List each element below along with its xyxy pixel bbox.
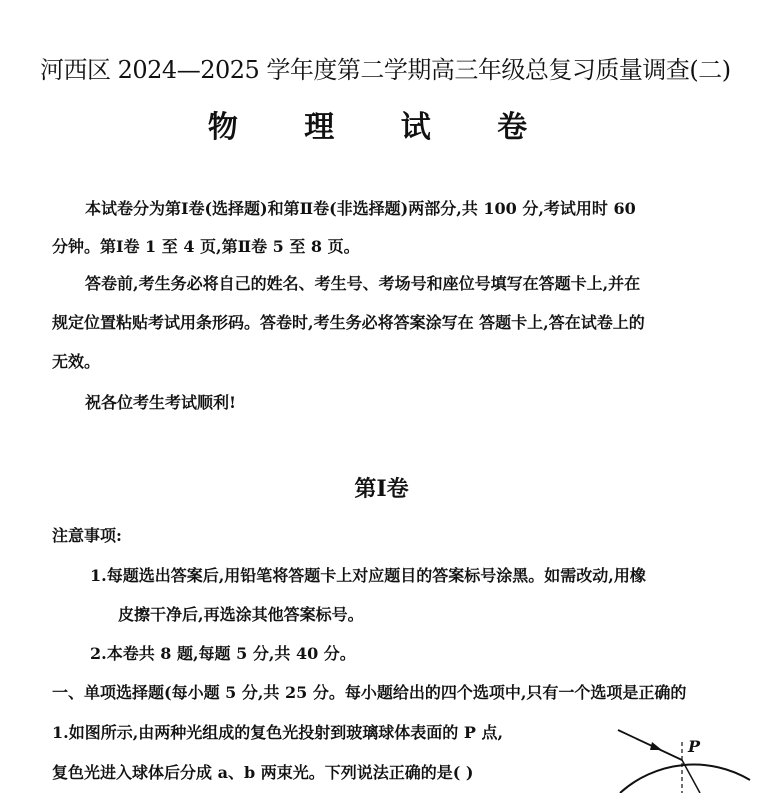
exam-title: 河西区 2024—2025 学年度第二学期高三年级总复习质量调查(二) [40, 56, 731, 84]
intro-line: 本试卷分为第Ⅰ卷(选择题)和第Ⅱ卷(非选择题)两部分,共 100 分,考试用时 60 [85, 199, 636, 218]
note-item: 1.每题选出答案后,用铅笔将答题卡上对应题目的答案标号涂黑。如需改动,用橡 [90, 566, 646, 585]
ray-arrow-icon [650, 742, 662, 750]
section-heading: 一、单项选择题(每小题 5 分,共 25 分。每小题给出的四个选项中,只有一个选项是正确的 [52, 683, 687, 702]
part-title: 第Ⅰ卷 [354, 476, 409, 502]
point-p-label: P [688, 737, 701, 756]
notes-heading: 注意事项: [52, 526, 122, 545]
intro-line: 规定位置粘贴考试用条形码。答卷时,考生务必将答案涂写在 答题卡上,答在试卷上的 [52, 313, 645, 332]
question-text: 1.如图所示,由两种光组成的复色光投射到玻璃球体表面的 P 点, [52, 723, 504, 742]
question-text: 复色光进入球体后分成 a、b 两束光。下列说法正确的是( ) [52, 763, 474, 782]
intro-line: 分钟。第Ⅰ卷 1 至 4 页,第Ⅱ卷 5 至 8 页。 [52, 237, 360, 256]
good-luck-line: 祝各位考生考试顺利! [85, 393, 237, 412]
intro-line: 答卷前,考生务必将自己的姓名、考生号、考场号和座位号填写在答题卡上,并在 [85, 274, 641, 293]
sphere-outline [620, 765, 750, 793]
intro-line: 无效。 [52, 352, 101, 371]
glass-sphere-figure [600, 720, 760, 793]
incident-ray [618, 730, 682, 760]
note-item: 2.本卷共 8 题,每题 5 分,共 40 分。 [90, 644, 356, 663]
note-item: 皮擦干净后,再选涂其他答案标号。 [118, 605, 364, 624]
subject-title: 物 理 试 卷 [207, 110, 556, 145]
